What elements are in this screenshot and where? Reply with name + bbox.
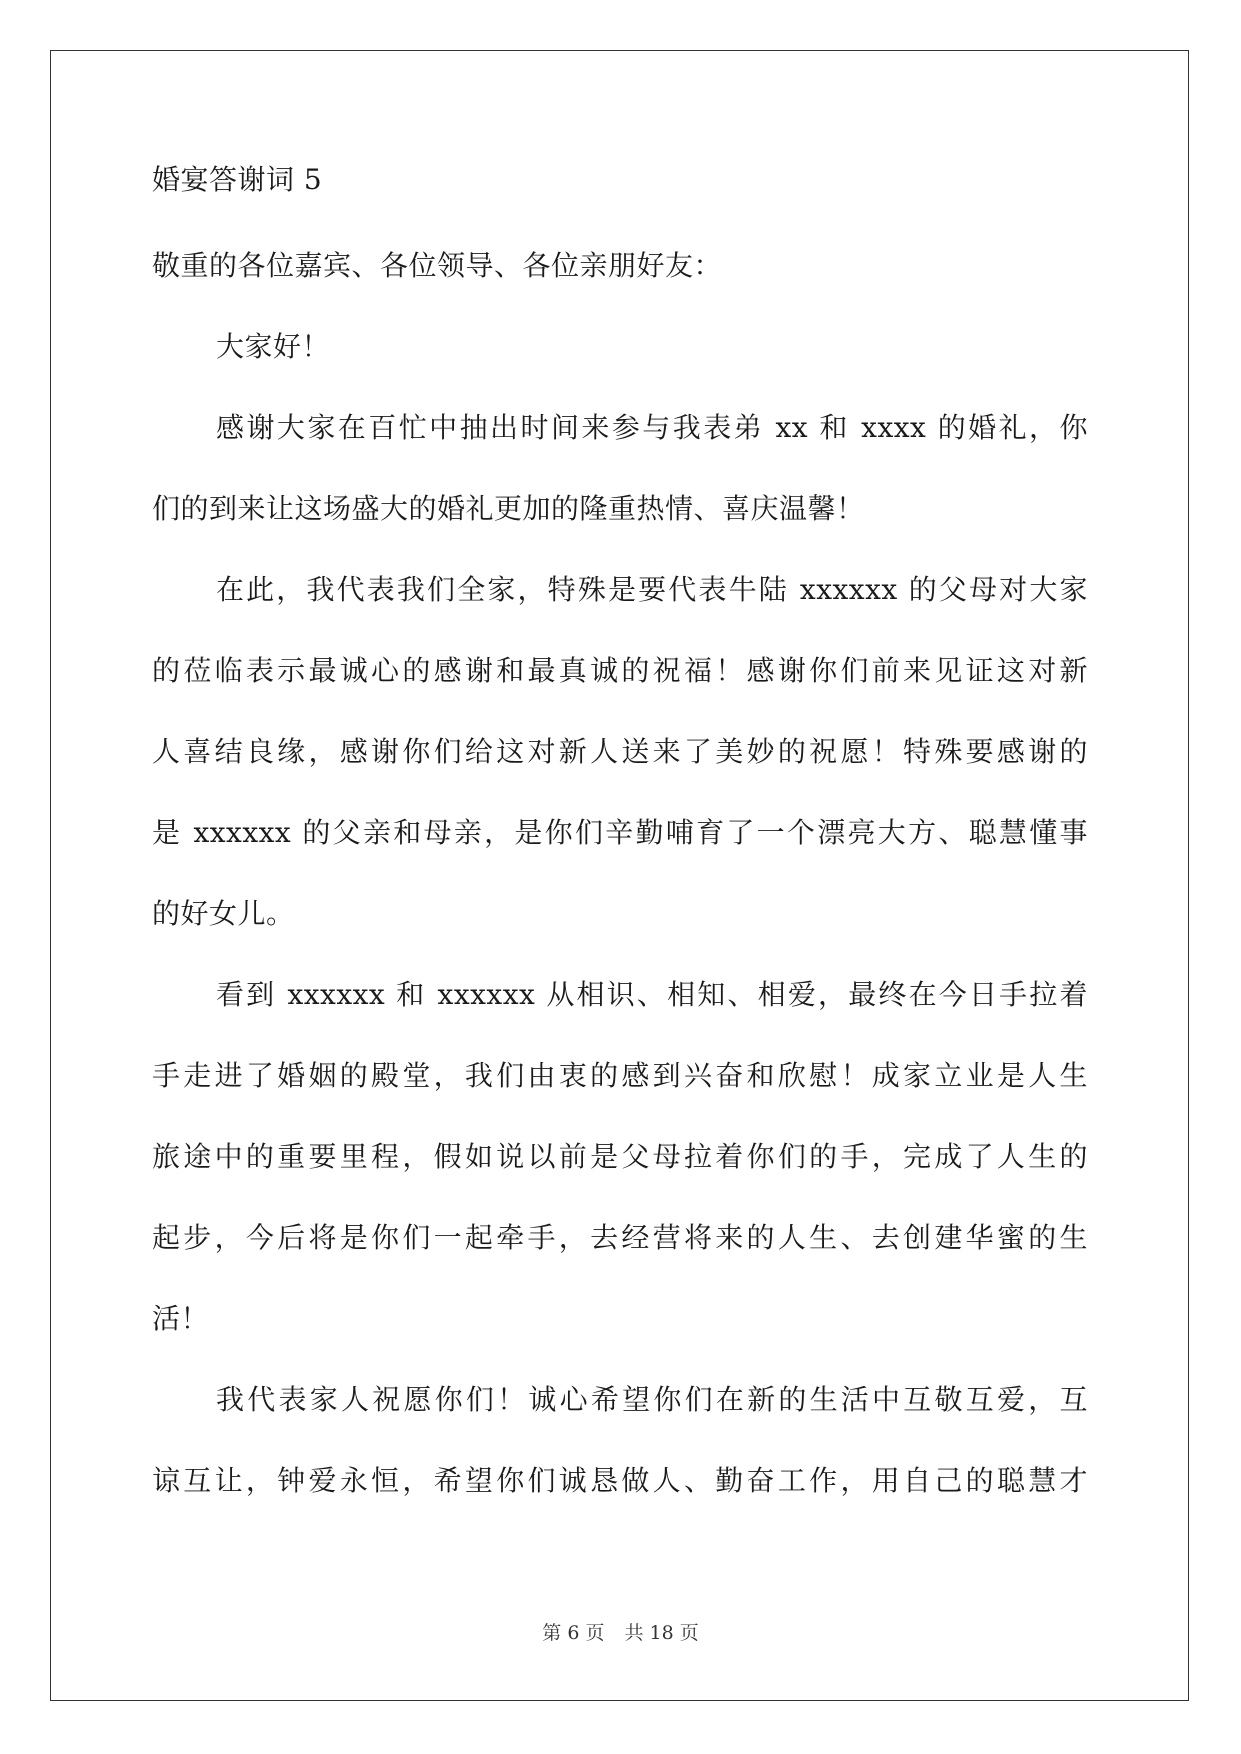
text-line: 感谢大家在百忙中抽出时间来参与我表弟 xx 和 xxxx 的婚礼，你 (216, 411, 1088, 444)
text-line: 人喜结良缘，感谢你们给这对新人送来了美妙的祝愿！特殊要感谢的 (152, 735, 1088, 768)
page-total: 共 18 页 (624, 1622, 699, 1644)
text-line: 大家好！ (216, 330, 331, 363)
text-line: 起步，今后将是你们一起牵手，去经营将来的人生、去创建华蜜的生 (152, 1221, 1088, 1254)
text-line: 手走进了婚姻的殿堂，我们由衷的感到兴奋和欣慰！成家立业是人生 (152, 1059, 1088, 1092)
paragraph-lines (152, 246, 1088, 1542)
text-line: 在此，我代表我们全家，特殊是要代表牛陆 xxxxxx 的父母对大家 (216, 573, 1088, 606)
text-line: 是 xxxxxx 的父亲和母亲，是你们辛勤哺育了一个漂亮大方、聪慧懂事 (152, 816, 1088, 849)
text-line: 活！ (152, 1302, 210, 1335)
text-line: 看到 xxxxxx 和 xxxxxx 从相识、相知、相爱，最终在今日手拉着 (216, 978, 1088, 1011)
document-body (152, 160, 1088, 1542)
page-number: 第 6 页 (542, 1622, 605, 1644)
text-line: 的莅临表示最诚心的感谢和最真诚的祝福！感谢你们前来见证这对新 (152, 654, 1088, 687)
text-line: 的好女儿。 (152, 897, 295, 930)
page-footer (0, 1618, 1241, 1645)
text-line: 我代表家人祝愿你们！诚心希望你们在新的生活中互敬互爱，互 (216, 1383, 1088, 1416)
text-line: 旅途中的重要里程，假如说以前是父母拉着你们的手，完成了人生的 (152, 1140, 1088, 1173)
document-title: 婚宴答谢词 5 (152, 163, 323, 196)
text-line: 们的到来让这场盛大的婚礼更加的隆重热情、喜庆温馨！ (152, 492, 865, 525)
text-line: 敬重的各位嘉宾、各位领导、各位亲朋好友： (152, 249, 723, 282)
text-line: 谅互让，钟爱永恒，希望你们诚恳做人、勤奋工作，用自己的聪慧才 (152, 1464, 1088, 1497)
